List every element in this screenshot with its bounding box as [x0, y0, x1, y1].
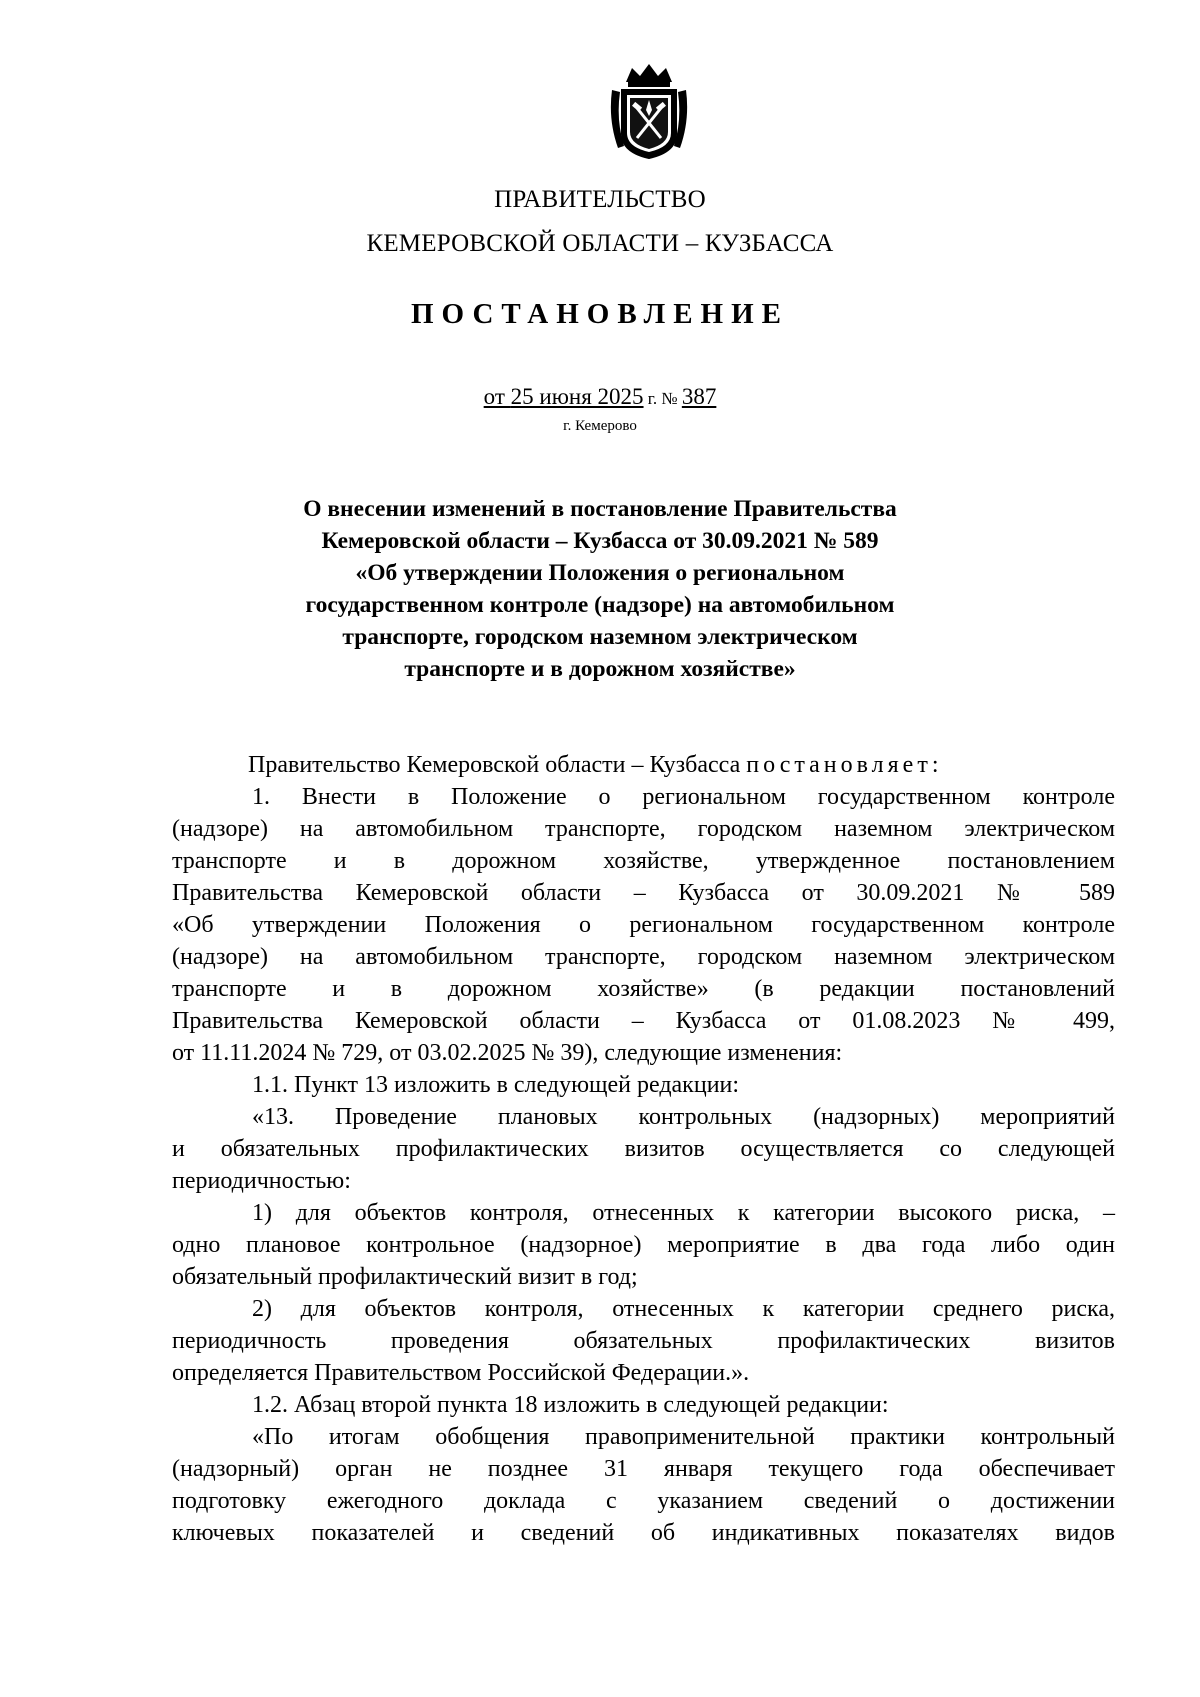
title-line: транспорте и в дорожном хозяйстве»: [404, 656, 796, 682]
intro-resolves: постановляет:: [746, 752, 943, 778]
paragraph-line: (надзоре) на автомобильном транспорте, городском наземном электрическом: [172, 944, 1115, 970]
document-date: 25 июня 2025: [510, 384, 644, 409]
org-name-line2: КЕМЕРОВСКОЙ ОБЛАСТИ – КУЗБАССА: [366, 230, 834, 257]
intro-paragraph: [172, 749, 1115, 781]
title-line: транспорте, городском наземном электрическом: [342, 624, 858, 650]
paragraph-line: ключевых показателей и сведений об индикативных показателях видов: [172, 1520, 1115, 1546]
list-item-line: определяется Правительством Российской Федерации.».: [172, 1360, 750, 1386]
title-line: «Об утверждении Положения о региональном: [355, 560, 845, 586]
paragraph-line: Правительства Кемеровской области – Кузбасса от 01.08.2023 № 499,: [172, 1008, 1115, 1034]
document-type-heading: ПОСТАНОВЛЕНИЕ: [410, 298, 789, 330]
paragraph-line: «По итогам обобщения правоприменительной практики контрольный: [252, 1424, 1115, 1450]
list-item-line: обязательный профилактический визит в год;: [172, 1264, 638, 1290]
title-line: Кемеровской области – Кузбасса от 30.09.2021 № 589: [321, 528, 879, 554]
paragraph-line: 1. Внести в Положение о региональном государственном контроле: [252, 784, 1115, 810]
paragraph-line: транспорте и в дорожном хозяйстве, утвержденное постановлением: [172, 848, 1115, 874]
paragraph-line: (надзоре) на автомобильном транспорте, городском наземном электрическом: [172, 816, 1115, 842]
year-suffix: г.: [643, 389, 662, 408]
paragraph-line: от 11.11.2024 № 729, от 03.02.2025 № 39), следующие изменения:: [172, 1040, 843, 1066]
document-title: [240, 493, 960, 685]
paragraph-line: транспорте и в дорожном хозяйстве» (в редакции постановлений: [172, 976, 1115, 1002]
paragraph-line: периодичностью:: [172, 1168, 351, 1194]
title-line: О внесении изменений в постановление Правительства: [303, 496, 897, 522]
subitem-1-2: 1.2. Абзац второй пункта 18 изложить в следующей редакции:: [252, 1392, 889, 1418]
paragraph-line: «Об утверждении Положения о региональном государственном контроле: [172, 912, 1115, 938]
date-prefix: от: [483, 384, 511, 409]
coat-of-arms-emblem: [606, 60, 692, 162]
city-name: г. Кемерово: [563, 418, 637, 434]
paragraph-line: подготовку ежегодного доклада с указанием сведений о достижении: [172, 1488, 1115, 1514]
org-name-line1: ПРАВИТЕЛЬСТВО: [494, 186, 706, 213]
paragraph-line: Правительства Кемеровской области – Кузбасса от 30.09.2021 № 589: [172, 880, 1115, 906]
intro-text: Правительство Кемеровской области – Кузбасса: [248, 752, 747, 778]
date-number-line: [0, 384, 1200, 410]
paragraph-line: (надзорный) орган не позднее 31 января текущего года обеспечивает: [172, 1456, 1115, 1482]
paragraph-line: «13. Проведение плановых контрольных (надзорных) мероприятий: [252, 1104, 1115, 1130]
list-item-line: 2) для объектов контроля, отнесенных к категории среднего риска,: [252, 1296, 1115, 1322]
document-body: [172, 749, 1115, 1549]
title-line: государственном контроле (надзоре) на автомобильном: [305, 592, 895, 618]
paragraph-line: и обязательных профилактических визитов осуществляется со следующей: [172, 1136, 1115, 1162]
list-item-line: 1) для объектов контроля, отнесенных к категории высокого риска, –: [252, 1200, 1115, 1226]
number-sign: №: [661, 389, 682, 408]
list-item-line: одно плановое контрольное (надзорное) мероприятие в два года либо один: [172, 1232, 1115, 1258]
list-item-line: периодичность проведения обязательных профилактических визитов: [172, 1328, 1115, 1354]
subitem-1-1: 1.1. Пункт 13 изложить в следующей редакции:: [252, 1072, 740, 1098]
document-number: 387: [681, 384, 717, 409]
